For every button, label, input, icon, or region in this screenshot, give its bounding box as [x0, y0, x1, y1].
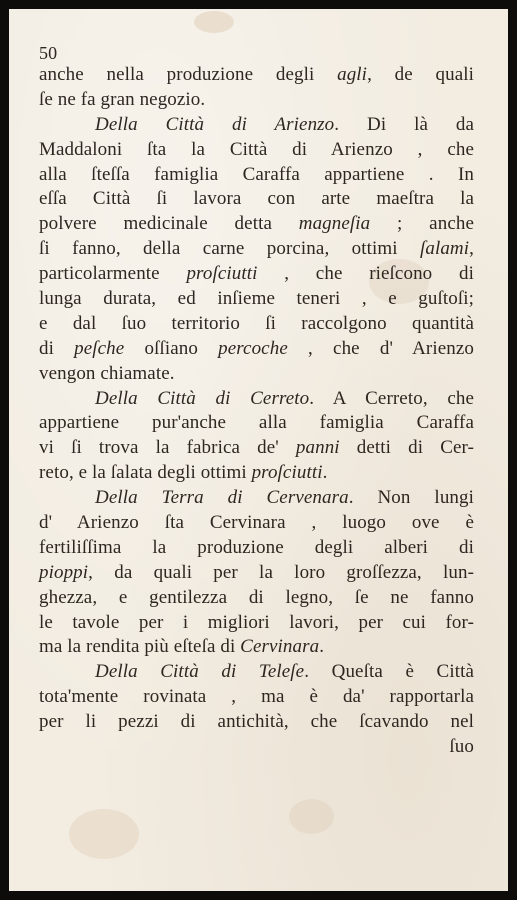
italic-text: ſalami	[419, 238, 470, 260]
text-line	[39, 63, 474, 88]
text-line	[39, 187, 474, 212]
text-line	[39, 287, 474, 312]
text-segment: . Non lungi	[348, 487, 474, 509]
text-segment: e dal ſuo territorio ſi raccolgono quantità	[39, 312, 474, 334]
text-line	[39, 163, 474, 188]
text-line	[39, 312, 474, 337]
text-segment: appartiene pur'anche alla famiglia Caraffa	[39, 412, 474, 434]
italic-text: Della Città di Cerreto	[95, 387, 310, 409]
text-line	[39, 436, 474, 461]
text-segment: vi ſi trova la fabrica de'	[39, 437, 296, 459]
text-line	[39, 411, 474, 436]
text-line	[39, 710, 474, 735]
paper-stain	[194, 11, 234, 33]
text-line	[39, 511, 474, 536]
page-text	[39, 43, 474, 760]
text-segment: . Di là da	[334, 113, 474, 135]
text-segment: d' Arienzo ſta Cervinara , luogo ove è	[39, 512, 474, 534]
text-line	[39, 735, 474, 760]
text-segment: anche nella produzione degli	[39, 64, 338, 85]
text-segment: di	[39, 337, 75, 359]
text-line	[39, 611, 474, 636]
text-segment: ſuo	[449, 736, 474, 758]
paper-stain	[69, 809, 139, 859]
text-segment: ; anche	[370, 213, 474, 235]
italic-text: proſciutti	[186, 263, 258, 285]
text-segment: particolarmente	[39, 263, 187, 285]
text-segment: ,	[469, 238, 474, 260]
text-line	[39, 561, 474, 586]
text-line	[39, 212, 474, 237]
text-segment: vengon chiamate.	[39, 362, 175, 384]
text-segment: polvere medicinale detta	[39, 213, 299, 235]
italic-text: proſciutti	[251, 462, 323, 484]
italic-text: peſche	[74, 337, 125, 359]
page-number: 50	[39, 43, 58, 63]
text-line	[39, 586, 474, 611]
text-segment: fertiliſſima la produzione degli alberi di	[39, 536, 474, 558]
italic-text: panni	[295, 437, 340, 459]
text-segment: reto, e la ſalata degli ottimi	[39, 462, 252, 484]
italic-text: agli	[337, 64, 368, 85]
text-line	[39, 486, 474, 511]
text-segment: Maddaloni ſta la Città di Arienzo , che	[39, 138, 474, 160]
italic-text: percoche	[218, 337, 288, 359]
text-segment: detti di Cer-	[339, 437, 474, 459]
text-line	[39, 387, 474, 412]
text-lines	[39, 63, 474, 760]
text-line	[39, 685, 474, 710]
text-line	[39, 660, 474, 685]
text-segment: le tavole per i migliori lavori, per cui for-	[39, 611, 474, 633]
text-segment: . A Cerreto, che	[309, 387, 474, 409]
text-line	[39, 262, 474, 287]
book-page	[9, 9, 508, 891]
text-line	[39, 362, 474, 387]
text-segment: , che rieſcono di	[257, 263, 474, 285]
text-segment: .	[322, 462, 328, 484]
text-segment: , de quali	[367, 64, 474, 85]
text-segment: .	[319, 636, 325, 658]
text-line	[39, 138, 474, 163]
text-segment: tota'mente rovinata , ma è da' rapportarla	[39, 686, 474, 708]
text-line	[39, 461, 474, 486]
italic-text: pioppi	[39, 561, 89, 583]
text-segment: lunga durata, ed inſieme teneri , e guſtoſi;	[39, 288, 474, 310]
italic-text: Della Città di Teleſe	[95, 661, 305, 683]
text-segment: . Queſta è Città	[304, 661, 474, 683]
italic-text: Della Terra di Cervenara	[95, 487, 349, 509]
text-segment: oſſiano	[124, 337, 219, 359]
text-segment: ghezza, e gentilezza di legno, ſe ne fanno	[39, 586, 474, 608]
text-line	[39, 88, 474, 113]
italic-text: Della Città di Arienzo	[95, 113, 335, 135]
italic-text: Cervinara	[240, 636, 320, 658]
text-line	[39, 237, 474, 262]
text-line	[39, 536, 474, 561]
text-line	[39, 113, 474, 138]
text-segment: ſe ne fa gran negozio.	[39, 88, 206, 110]
text-line	[39, 337, 474, 362]
text-line	[39, 635, 474, 660]
text-segment: ſi fanno, della carne porcina, ottimi	[39, 238, 420, 260]
text-segment: , che d' Arienzo	[287, 337, 474, 359]
paper-stain	[289, 799, 334, 834]
italic-text: magneſia	[298, 213, 371, 235]
text-segment: per li pezzi di antichità, che ſcavando nel	[39, 711, 474, 733]
text-segment: , da quali per la loro groſſezza, lun-	[88, 561, 474, 583]
text-segment: ma la rendita più eſteſa di	[39, 636, 241, 658]
text-segment: alla ſteſſa famiglia Caraffa appartiene . In	[39, 163, 474, 185]
text-segment: eſſa Città ſi lavora con arte maeſtra la	[39, 188, 474, 210]
